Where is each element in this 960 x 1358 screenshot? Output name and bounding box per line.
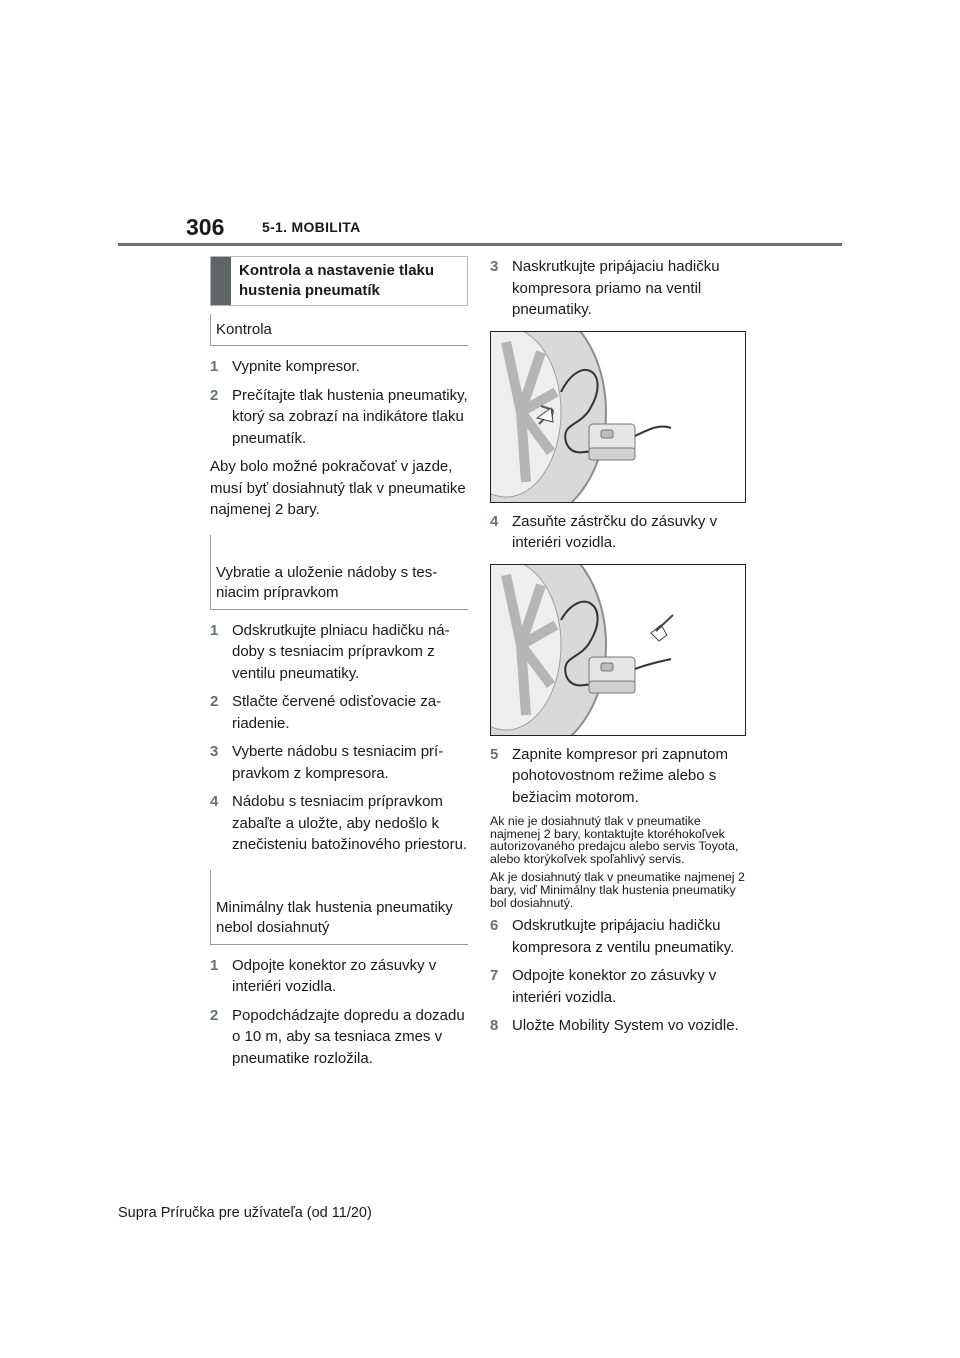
paragraph-min-pressure: Aby bolo možné pokračovať v jazde, musí byť dosiahnutý tlak v pneumatike najmenej 2 bary. [210,458,466,518]
step-text: Vyberte nádobu s tesniacim prípravkom z kompresora. [232,743,444,782]
step-number: 6 [490,917,499,935]
section-heading: Kontrola a nastavenie tlaku hustenia pneumatík [239,262,435,299]
illustration-hose-on-valve [490,331,746,503]
step-text: Odskrutkujte plniacu hadičku nádoby s tesniacim prípravkom z ventilu pneumatiky. [232,621,450,682]
right-column [490,256,752,1044]
step-item [490,511,752,554]
step-item [490,256,752,321]
step-text: Uložte Mobility System vo vozidle. [512,1017,739,1035]
step-text: Odskrutkujte pripájaciu hadičku kompresora z ventilu pneumatiky. [512,917,735,956]
step-number: 1 [210,358,219,375]
step-text: Zasuňte zástrčku do zásuvky v interiéri vozidla. [512,512,718,551]
step-number: 8 [490,1017,499,1035]
step-text: Popodchádzajte dopredu a dozadu o 10 m, aby sa tesniaca zmes v pneumatike rozložila. [232,1006,465,1067]
page-number: 306 [186,214,225,240]
illustration-plug-socket [490,564,746,736]
step-text: Zapnite kompresor pri zapnutom pohotovostnom režime alebo s bežiacim motorom. [512,745,728,806]
wheel-compressor-plug-illustration [491,565,745,735]
left-column [210,256,468,1076]
step-number: 3 [490,258,499,275]
step-number: 5 [490,745,499,763]
header-rule [118,243,842,246]
step-item [210,356,468,378]
step-text: Naskrutkujte pripájaciu hadičku kompresora priamo na ventil pneumatiky. [512,258,720,318]
step-number: 2 [210,386,219,404]
step-item [210,741,468,784]
wheel-compressor-illustration [491,332,745,502]
step-text: Stlačte červené odisťovacie zariadenie. [232,693,442,732]
step-item [210,620,468,685]
step-number: 2 [210,693,219,710]
section-title: 5-1. MOBILITA [262,219,361,235]
section-heading-bar [211,257,231,305]
step-text: Vypnite kompresor. [232,358,360,375]
section-heading-box [210,256,468,306]
page-footer: Supra Príručka pre užívateľa (od 11/20) [118,1205,372,1221]
note-pressure-reached: Ak je dosiahnutý tlak v pneumatike najmenej 2 bary, viď Minimálny tlak hustenia pneumatiky bol dosiahnutý. [490,870,745,910]
step-item [210,691,468,734]
step-item [490,1015,752,1037]
step-item [210,1005,468,1070]
step-number: 2 [210,1006,219,1024]
note-pressure-not-reached: Ak nie je dosiahnutý tlak v pneumatike najmenej 2 bary, kontaktujte ktoréhokoľvek autorizovaného predajcu alebo servis Toyota, alebo ktorýkoľvek spoľahlivý servis. [490,814,739,866]
step-number: 4 [210,793,219,810]
step-text: Odpojte konektor zo zásuvky v interiéri vozidla. [512,967,717,1006]
step-number: 7 [490,967,499,985]
step-item [210,791,468,856]
step-item [490,744,752,809]
step-number: 3 [210,743,219,760]
step-item [210,955,468,998]
step-item [490,915,752,958]
step-text: Nádobu s tesniacim prípravkom zabaľte a uložte, aby nedošlo k znečisteniu batožinového priestoru. [232,793,468,853]
step-item [210,385,468,450]
subheading-remove-container: Vybratie a uloženie nádoby s tesniacim prípravkom [210,535,468,610]
subheading-pressure-not-reached: Minimálny tlak hustenia pneumatiky nebol dosiahnutý [210,870,468,945]
step-number: 1 [210,621,219,639]
step-number: 4 [490,512,499,530]
step-text: Prečítajte tlak hustenia pneumatiky, ktorý sa zobrazí na indikátore tlaku pneumatík. [232,386,468,447]
step-item [490,965,752,1008]
step-number: 1 [210,956,219,974]
step-text: Odpojte konektor zo zásuvky v interiéri vozidla. [232,956,437,995]
subheading-kontrola: Kontrola [210,314,468,346]
